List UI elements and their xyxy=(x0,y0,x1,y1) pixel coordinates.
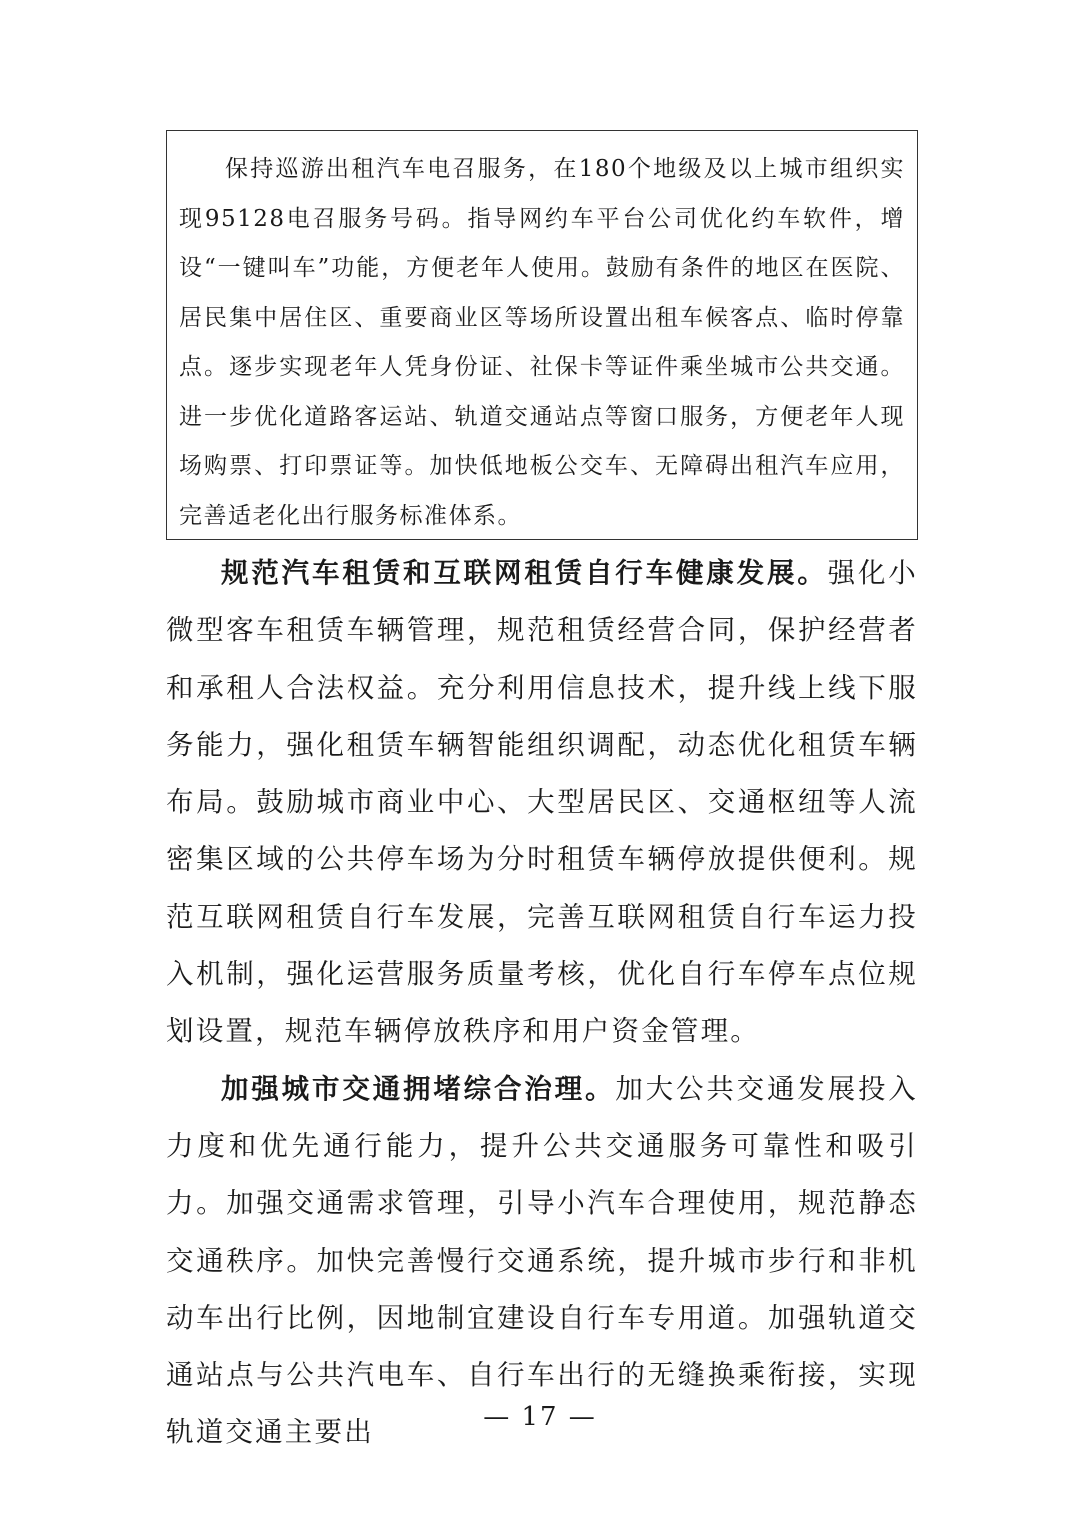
paragraph-body: 加大公共交通发展投入力度和优先通行能力，提升公共交通服务可靠性和吸引力。加强交通需求管理，引导小汽车合理使用，规范静态交通秩序。加快完善慢行交通系统，提升城市步行和非机动车出行比例，因地制宜建设自行车专用道。加强轨道交通站点与公共汽电车、自行车出行的无缝换乘衔接，实现轨道交通主要出 xyxy=(166,1072,918,1449)
paragraph-heading: 加强城市交通拥堵综合治理。 xyxy=(221,1072,616,1105)
boxed-note-paragraph: 保持巡游出租汽车电召服务，在180个地级及以上城市组织实现95128电召服务号码。指导网约车平台公司优化约车软件，增设“一键叫车”功能，方便老年人使用。鼓励有条件的地区在医院、居民集中居住区、重要商业区等场所设置出租车候客点、临时停靠点。逐步实现老年人凭身份证、社保卡等证件乘坐城市公共交通。进一步优化道路客运站、轨道交通站点等窗口服务，方便老年人现场购票、打印票证等。加快低地板公交车、无障碍出租汽车应用，完善适老化出行服务标准体系。 xyxy=(179,156,905,529)
paragraph-body: 强化小微型客车租赁车辆管理，规范租赁经营合同，保护经营者和承租人合法权益。充分利用信息技术，提升线上线下服务能力，强化租赁车辆智能组织调配，动态优化租赁车辆布局。鼓励城市商业中心、大型居民区、交通枢纽等人流密集区域的公共停车场为分时租赁车辆停放提供便利。规范互联网租赁自行车发展，完善互联网租赁自行车运力投入机制，强化运营服务质量考核，优化自行车停车点位规划设置，规范车辆停放秩序和用户资金管理。 xyxy=(166,557,919,1048)
paragraph-car-rental xyxy=(166,545,918,1061)
main-text xyxy=(166,545,918,1462)
boxed-note xyxy=(166,130,918,540)
page-number: — 17 — xyxy=(483,1402,597,1432)
paragraph-heading: 规范汽车租赁和互联网租赁自行车健康发展。 xyxy=(221,557,828,589)
